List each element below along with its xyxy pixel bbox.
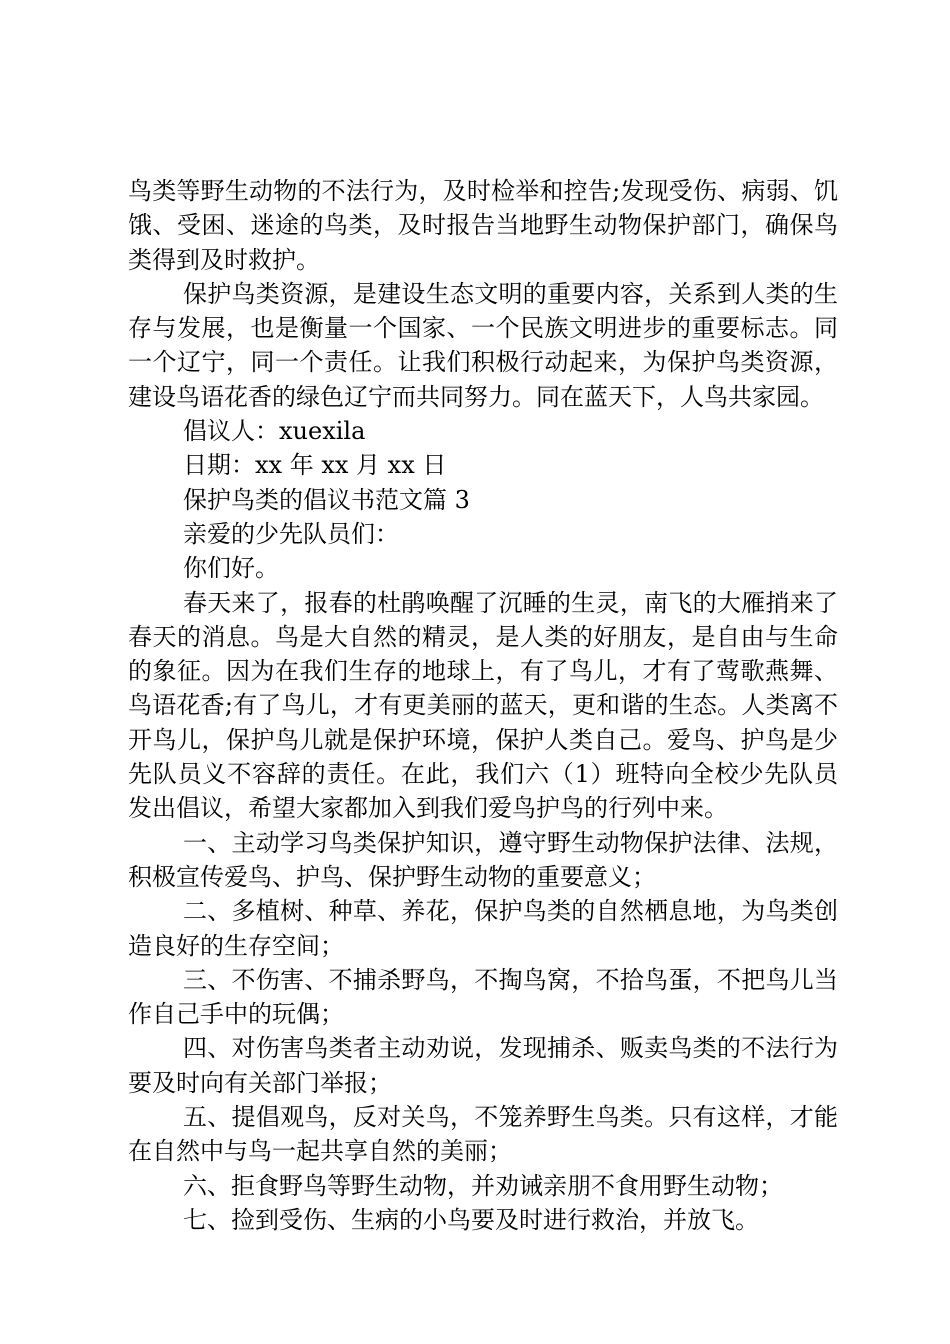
list-item-2: 二、多植树、种草、养花，保护鸟类的自然栖息地，为鸟类创造良好的生存空间； — [128, 897, 838, 960]
section-title: 保护鸟类的倡议书范文篇 3 — [183, 485, 470, 514]
date-line: 日期：xx 年 xx 月 xx 日 — [183, 451, 447, 480]
list-item-5: 五、提倡观鸟，反对关鸟，不笼养野生鸟类。只有这样，才能在自然中与鸟一起共享自然的美丽； — [128, 1103, 838, 1166]
list-item-3: 三、不伤害、不捕杀野鸟，不掏鸟窝，不拾鸟蛋，不把鸟儿当作自己手中的玩偶； — [128, 965, 838, 1029]
list-item-1: 一、主动学习鸟类保护知识，遵守野生动物保护法律、法规，积极宣传爱鸟、护鸟、保护野生动物的重要意义； — [128, 828, 838, 891]
proposer-line: 倡议人：xuexila — [183, 417, 366, 446]
paragraph-bird-protection: 保护鸟类资源，是建设生态文明的重要内容，关系到人类的生存与发展，也是衡量一个国家、一个民族文明进步的重要标志。同一个辽宁，同一个责任。让我们积极行动起来，为保护鸟类资源，建设鸟语花香的绿色辽宁而共同努力。同在蓝天下，人鸟共家园。 — [128, 279, 838, 411]
document-page — [128, 174, 838, 1237]
list-item-7: 七、捡到受伤、生病的小鸟要及时进行救治，并放飞。 — [183, 1205, 759, 1234]
salutation: 亲爱的少先队员们： — [183, 519, 399, 548]
paragraph-spring: 春天来了，报春的杜鹃唤醒了沉睡的生灵，南飞的大雁捎来了春天的消息。鸟是大自然的精灵，是人类的好朋友，是自由与生命的象征。因为在我们生存的地球上，有了鸟儿，才有了莺歌燕舞、鸟语花香;有了鸟儿，才有更美丽的蓝天，更和谐的生态。人类离不开鸟儿，保护鸟儿就是保护环境，保护人类自己。爱鸟、护鸟是少先队员义不容辞的责任。在此，我们六（1）班特向全校少先队员发出倡议，希望大家都加入到我们爱鸟护鸟的行列中来。 — [128, 588, 838, 823]
paragraph-continuation: 鸟类等野生动物的不法行为，及时检举和控告;发现受伤、病弱、饥饿、受困、迷途的鸟类，及时报告当地野生动物保护部门，确保鸟类得到及时救护。 — [128, 177, 838, 274]
list-item-6: 六、拒食野鸟等野生动物，并劝诫亲朋不食用野生动物； — [183, 1171, 783, 1200]
greeting: 你们好。 — [183, 554, 279, 583]
list-item-4: 四、对伤害鸟类者主动劝说，发现捕杀、贩卖鸟类的不法行为要及时向有关部门举报； — [128, 1034, 838, 1097]
